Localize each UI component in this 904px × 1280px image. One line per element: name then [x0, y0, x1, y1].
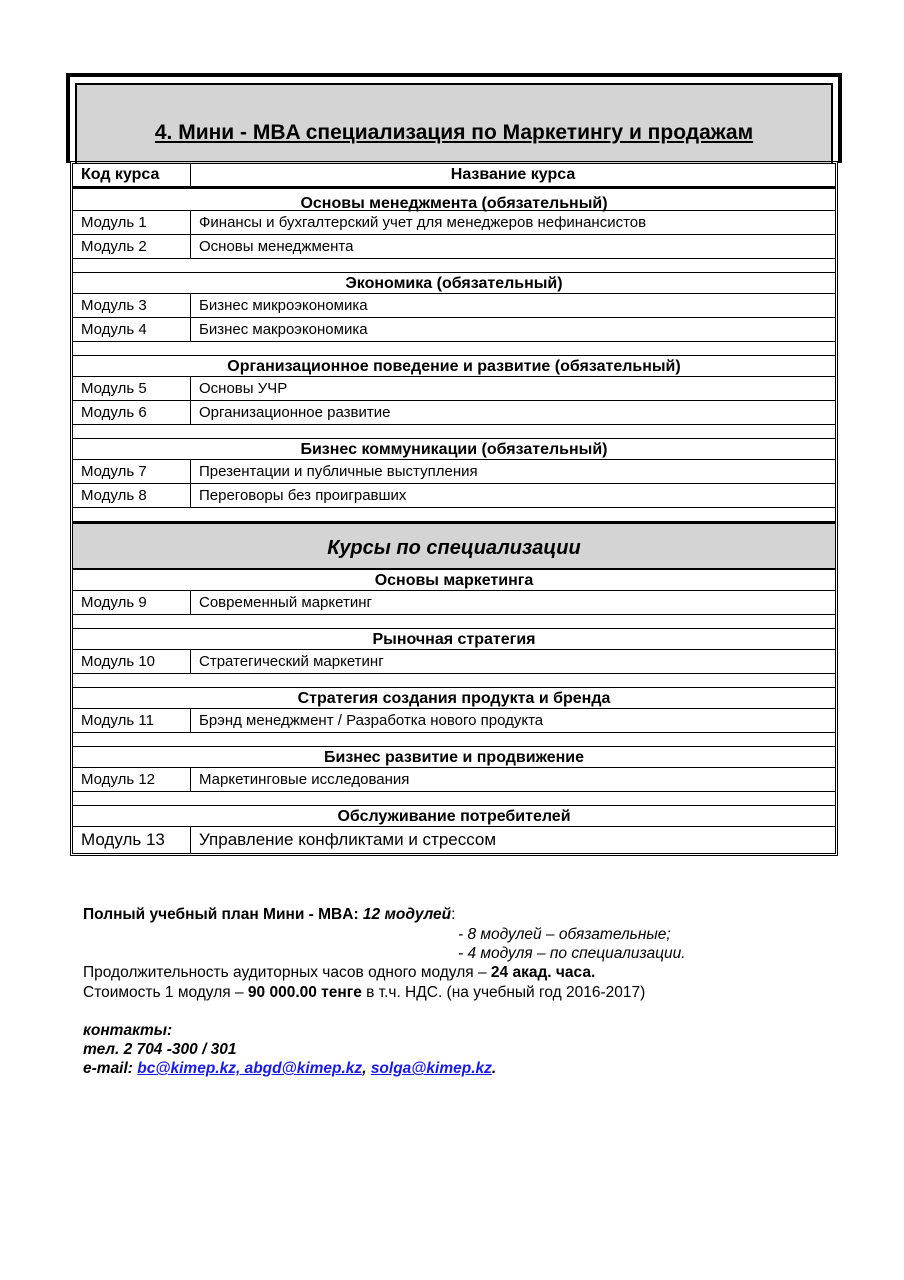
module-code: Модуль 10	[73, 650, 191, 673]
spacer-row	[73, 615, 835, 629]
module-code: Модуль 9	[73, 591, 191, 614]
module-code: Модуль 8	[73, 484, 191, 507]
module-name: Переговоры без проигравших	[199, 487, 407, 504]
title-panel	[75, 83, 833, 163]
section-title: Обслуживание потребителей	[73, 806, 835, 827]
title-frame	[66, 73, 842, 163]
module-code: Модуль 4	[73, 318, 191, 341]
section-title: Организационное поведение и развитие (обязательный)	[73, 356, 835, 377]
spacer-row	[73, 508, 835, 522]
module-code: Модуль 6	[73, 401, 191, 424]
page-title: 4. Мини - MBA специализация по Маркетингу и продажам	[154, 121, 754, 144]
cost-line	[83, 983, 645, 1003]
spacer-row	[73, 792, 835, 806]
table-row	[73, 401, 835, 425]
table-row	[73, 377, 835, 401]
section-title: Рыночная стратегия	[73, 629, 835, 650]
email-end: .	[491, 1060, 497, 1077]
section-title: Бизнес развитие и продвижение	[73, 747, 835, 768]
email-link-bc-abgd[interactable]: bc@kimep.kz, abgd@kimep.kz	[137, 1060, 363, 1077]
table-row	[73, 709, 835, 733]
duration-value: 24 акад. часа.	[490, 964, 596, 981]
email-label: e-mail:	[83, 1060, 133, 1077]
table-row	[73, 235, 835, 259]
table-row	[73, 211, 835, 235]
module-code: Модуль 2	[73, 235, 191, 258]
cost-tail: в т.ч. НДС. (на учебный год 2016-2017)	[366, 984, 646, 1001]
module-name: Маркетинговые исследования	[199, 771, 410, 788]
module-name: Современный маркетинг	[199, 594, 372, 611]
table-row	[73, 294, 835, 318]
spacer-row	[73, 425, 835, 439]
contact-email-line	[83, 1059, 496, 1079]
module-code: Модуль 13	[73, 827, 191, 853]
cost-value: 90 000.00 тенге	[247, 984, 362, 1001]
email-link-solga[interactable]: solga@kimep.kz	[370, 1060, 492, 1077]
cost-text: Стоимость 1 модуля –	[83, 984, 244, 1001]
plan-colon: :	[451, 906, 456, 923]
section-title: Основы менеджмента (обязательный)	[73, 187, 835, 211]
spacer-row	[73, 733, 835, 747]
module-name: Организационное развитие	[199, 404, 391, 421]
table-row	[73, 768, 835, 792]
course-table	[70, 161, 838, 856]
column-header-name: Название курса	[450, 166, 576, 183]
column-header-code: Код курса	[73, 164, 191, 186]
module-code: Модуль 3	[73, 294, 191, 317]
module-name: Бизнес микроэкономика	[199, 297, 368, 314]
table-header-row	[73, 164, 835, 187]
specialization-header: Курсы по специализации	[73, 522, 835, 570]
contact-phone: тел. 2 704 -300 / 301	[83, 1041, 237, 1058]
spacer-row	[73, 674, 835, 688]
table-row	[73, 827, 835, 853]
section-title: Основы маркетинга	[73, 570, 835, 591]
plan-label: Полный учебный план Мини - MBA:	[83, 906, 359, 923]
plan-required-line: - 8 модулей – обязательные;	[458, 926, 671, 943]
plan-count: 12 модулей	[362, 906, 452, 923]
table-row	[73, 591, 835, 615]
module-code: Модуль 5	[73, 377, 191, 400]
module-code: Модуль 1	[73, 211, 191, 234]
table-row	[73, 650, 835, 674]
contacts-label: контакты:	[83, 1022, 173, 1039]
module-name: Управление конфликтами и стрессом	[199, 830, 497, 849]
module-name: Стратегический маркетинг	[199, 653, 384, 670]
module-name: Основы менеджмента	[199, 238, 354, 255]
duration-line	[83, 963, 595, 983]
table-row	[73, 318, 835, 342]
section-title: Бизнес коммуникации (обязательный)	[73, 439, 835, 460]
module-name: Презентации и публичные выступления	[199, 463, 478, 480]
module-name: Финансы и бухгалтерский учет для менеджеров нефинансистов	[199, 214, 647, 231]
spacer-row	[73, 342, 835, 356]
module-code: Модуль 11	[73, 709, 191, 732]
module-name: Брэнд менеджмент / Разработка нового продукта	[199, 712, 544, 729]
email-separator: ,	[362, 1060, 367, 1077]
duration-text: Продолжительность аудиторных часов одного модуля –	[83, 964, 487, 981]
table-row	[73, 484, 835, 508]
plan-spec-line: - 4 модуля – по специализации.	[458, 945, 686, 962]
spacer-row	[73, 259, 835, 273]
plan-summary	[83, 905, 455, 925]
module-code: Модуль 7	[73, 460, 191, 483]
section-title: Экономика (обязательный)	[73, 273, 835, 294]
section-title: Стратегия создания продукта и бренда	[73, 688, 835, 709]
table-row	[73, 460, 835, 484]
module-name: Бизнес макроэкономика	[199, 321, 368, 338]
module-code: Модуль 12	[73, 768, 191, 791]
module-name: Основы УЧР	[199, 380, 288, 397]
